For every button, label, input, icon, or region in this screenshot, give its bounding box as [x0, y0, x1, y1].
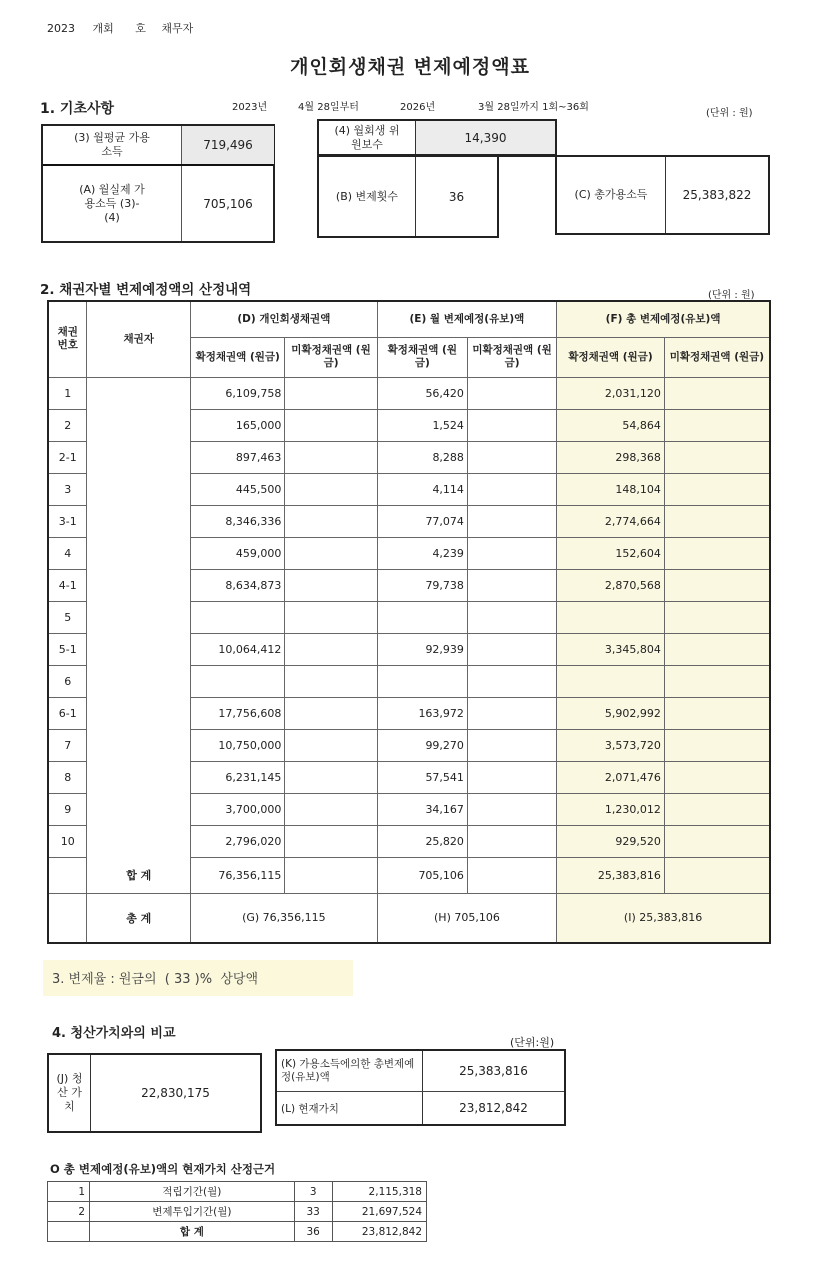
k-label: (K) 가용소득에의한 총변제예정(유보)액	[281, 1058, 415, 1083]
income-box	[41, 124, 275, 243]
f-confirmed	[557, 601, 665, 633]
subtotal-f-unconfirmed	[664, 857, 770, 893]
e-unconfirmed	[467, 377, 556, 409]
e-confirmed: 57,541	[377, 761, 467, 793]
e-unconfirmed	[467, 761, 556, 793]
f-confirmed: 298,368	[557, 441, 665, 473]
subtotal-e: 705,106	[377, 857, 467, 893]
total-income-label: (C) 총가용소득	[574, 188, 648, 201]
f-confirmed: 2,071,476	[557, 761, 665, 793]
e-unconfirmed	[467, 537, 556, 569]
f-unconfirmed	[664, 793, 770, 825]
table-row	[48, 793, 770, 825]
pv-amount: 21,697,524	[332, 1202, 426, 1222]
f-confirmed: 3,573,720	[557, 729, 665, 761]
e-unconfirmed	[467, 793, 556, 825]
creditor-name	[87, 793, 191, 825]
header-debtor-label: 채무자	[161, 22, 194, 35]
creditor-no: 2-1	[48, 441, 87, 473]
creditor-no: 4-1	[48, 569, 87, 601]
table-row	[48, 729, 770, 761]
d-confirmed: 10,750,000	[191, 729, 285, 761]
f-confirmed: 3,345,804	[557, 633, 665, 665]
subtotal-e-unconfirmed	[467, 857, 556, 893]
f-confirmed: 152,604	[557, 537, 665, 569]
avg-income-label: (3) 월평균 가용소득	[74, 131, 150, 158]
f-unconfirmed	[664, 601, 770, 633]
total-income-value: 25,383,822	[682, 188, 752, 202]
liquidation-box	[47, 1053, 262, 1133]
f-unconfirmed	[664, 761, 770, 793]
e-confirmed	[377, 665, 467, 697]
pv-no: 1	[48, 1182, 90, 1202]
pv-total-no	[48, 1222, 90, 1242]
e-confirmed	[377, 601, 467, 633]
pv-months: 33	[294, 1202, 332, 1222]
d-unconfirmed	[285, 697, 377, 729]
period-start-year: 2023년	[232, 102, 268, 113]
section4-unit: (단위:원)	[510, 1036, 555, 1049]
f-confirmed: 148,104	[557, 473, 665, 505]
creditor-no: 2	[48, 409, 87, 441]
subtotal-label: 합 계	[87, 857, 191, 893]
f-confirmed: 54,864	[557, 409, 665, 441]
d-unconfirmed	[285, 793, 377, 825]
pv-amount: 2,115,318	[332, 1182, 426, 1202]
creditor-name	[87, 825, 191, 857]
col-no-header: 채권 번호	[48, 301, 87, 377]
period-end-md: 3월 28일까지 1회~36회	[478, 102, 589, 113]
table-row	[48, 761, 770, 793]
table-row	[48, 505, 770, 537]
d-unconfirmed-header: 미확정채권액 (원금)	[285, 337, 377, 377]
e-confirmed: 163,972	[377, 697, 467, 729]
liquidation-value: 22,830,175	[141, 1086, 210, 1100]
d-unconfirmed	[285, 633, 377, 665]
section1-heading: 1. 기초사항	[40, 101, 115, 117]
creditor-no: 6	[48, 665, 87, 697]
creditor-name	[87, 729, 191, 761]
pv-label: 적립기간(월)	[90, 1182, 295, 1202]
creditor-name	[87, 441, 191, 473]
e-confirmed-header: 확정채권액 (원금)	[377, 337, 467, 377]
creditor-name	[87, 569, 191, 601]
creditor-no: 7	[48, 729, 87, 761]
e-unconfirmed	[467, 665, 556, 697]
creditor-no: 5	[48, 601, 87, 633]
e-confirmed: 1,524	[377, 409, 467, 441]
e-unconfirmed	[467, 473, 556, 505]
f-confirmed: 2,870,568	[557, 569, 665, 601]
avg-income-value: 719,496	[182, 126, 274, 164]
group-f-header: (F) 총 변제예정(유보)액	[557, 301, 770, 337]
grand-label: 총 계	[87, 893, 191, 943]
present-value-table	[47, 1181, 427, 1242]
repayment-rate: 3. 변제율 : 원금의 ( 33 )% 상당액	[52, 972, 259, 987]
liquidation-label: (J) 청산 가치	[56, 1072, 83, 1113]
e-unconfirmed	[467, 729, 556, 761]
table-row	[48, 825, 770, 857]
f-unconfirmed	[664, 729, 770, 761]
grand-g: (G) 76,356,115	[191, 893, 378, 943]
d-unconfirmed	[285, 761, 377, 793]
pv-total-months: 36	[294, 1222, 332, 1242]
d-unconfirmed	[285, 825, 377, 857]
d-unconfirmed	[285, 473, 377, 505]
f-unconfirmed	[664, 377, 770, 409]
table-row	[48, 377, 770, 409]
grand-no-cell	[48, 893, 87, 943]
f-confirmed: 2,774,664	[557, 505, 665, 537]
d-confirmed: 8,634,873	[191, 569, 285, 601]
creditor-name	[87, 473, 191, 505]
creditor-name	[87, 697, 191, 729]
d-confirmed: 165,000	[191, 409, 285, 441]
creditor-name	[87, 537, 191, 569]
e-confirmed: 92,939	[377, 633, 467, 665]
section1-unit: (단위 : 원)	[706, 108, 753, 119]
subtotal-d-unconfirmed	[285, 857, 377, 893]
subtotal-f: 25,383,816	[557, 857, 665, 893]
d-confirmed: 8,346,336	[191, 505, 285, 537]
committee-fee-box	[317, 119, 557, 156]
f-confirmed: 5,902,992	[557, 697, 665, 729]
table-row	[48, 537, 770, 569]
f-unconfirmed-header: 미확정채권액 (원금)	[664, 337, 770, 377]
creditor-no: 10	[48, 825, 87, 857]
e-confirmed: 8,288	[377, 441, 467, 473]
f-unconfirmed	[664, 825, 770, 857]
e-confirmed: 56,420	[377, 377, 467, 409]
creditor-no: 5-1	[48, 633, 87, 665]
creditor-no: 3-1	[48, 505, 87, 537]
table-row	[48, 633, 770, 665]
creditor-no: 8	[48, 761, 87, 793]
creditor-table	[47, 300, 771, 944]
comparison-box	[275, 1049, 566, 1126]
subtotal-d: 76,356,115	[191, 857, 285, 893]
f-unconfirmed	[664, 409, 770, 441]
creditor-no: 4	[48, 537, 87, 569]
d-unconfirmed	[285, 409, 377, 441]
group-d-header: (D) 개인회생채권액	[191, 301, 378, 337]
pv-months: 3	[294, 1182, 332, 1202]
actual-income-value: 705,106	[203, 196, 253, 211]
e-confirmed: 4,114	[377, 473, 467, 505]
f-unconfirmed	[664, 537, 770, 569]
creditor-name	[87, 377, 191, 409]
f-confirmed: 1,230,012	[557, 793, 665, 825]
section2-heading: 2. 채권자별 변제예정액의 산정내역	[40, 282, 252, 298]
subtotal-no-cell	[48, 857, 87, 893]
repay-count-label: (B) 변제횟수	[335, 189, 399, 203]
e-unconfirmed	[467, 697, 556, 729]
creditor-name	[87, 601, 191, 633]
creditor-no: 1	[48, 377, 87, 409]
e-unconfirmed	[467, 505, 556, 537]
committee-fee-value: 14,390	[416, 121, 555, 154]
creditor-name	[87, 409, 191, 441]
k-value: 25,383,816	[459, 1064, 528, 1078]
pv-row	[48, 1182, 427, 1202]
d-confirmed: 6,231,145	[191, 761, 285, 793]
d-confirmed	[191, 665, 285, 697]
table-row	[48, 697, 770, 729]
l-value: 23,812,842	[459, 1101, 528, 1115]
e-confirmed: 79,738	[377, 569, 467, 601]
actual-income-label: (A) 월실제 가용소득 (3)-(4)	[79, 182, 145, 224]
e-unconfirmed-header: 미확정채권액 (원금)	[467, 337, 556, 377]
d-unconfirmed	[285, 665, 377, 697]
creditor-name	[87, 665, 191, 697]
header-case-no-label: 호	[135, 22, 146, 35]
grand-h: (H) 705,106	[377, 893, 556, 943]
f-unconfirmed	[664, 505, 770, 537]
e-unconfirmed	[467, 409, 556, 441]
d-confirmed: 2,796,020	[191, 825, 285, 857]
d-confirmed: 17,756,608	[191, 697, 285, 729]
e-confirmed: 77,074	[377, 505, 467, 537]
d-confirmed	[191, 601, 285, 633]
f-confirmed	[557, 665, 665, 697]
f-unconfirmed	[664, 473, 770, 505]
f-unconfirmed	[664, 665, 770, 697]
f-unconfirmed	[664, 633, 770, 665]
section5-heading: O 총 변제예정(유보)액의 현재가치 산정근거	[50, 1162, 276, 1176]
page-title: 개인회생채권 변제예정액표	[290, 56, 530, 78]
table-row	[48, 473, 770, 505]
d-confirmed: 459,000	[191, 537, 285, 569]
grand-i: (I) 25,383,816	[557, 893, 770, 943]
creditor-name	[87, 761, 191, 793]
period-start-md: 4월 28일부터	[298, 102, 359, 113]
pv-total-label: 합 계	[90, 1222, 295, 1242]
section4-heading: 4. 청산가치와의 비교	[52, 1026, 176, 1041]
e-confirmed: 4,239	[377, 537, 467, 569]
d-unconfirmed	[285, 505, 377, 537]
e-unconfirmed	[467, 633, 556, 665]
d-unconfirmed	[285, 729, 377, 761]
e-unconfirmed	[467, 569, 556, 601]
creditor-no: 9	[48, 793, 87, 825]
d-confirmed-header: 확정채권액 (원금)	[191, 337, 285, 377]
d-unconfirmed	[285, 569, 377, 601]
d-confirmed: 10,064,412	[191, 633, 285, 665]
table-row	[48, 441, 770, 473]
f-unconfirmed	[664, 697, 770, 729]
pv-total-amount: 23,812,842	[332, 1222, 426, 1242]
creditor-no: 6-1	[48, 697, 87, 729]
table-row	[48, 665, 770, 697]
d-confirmed: 3,700,000	[191, 793, 285, 825]
e-unconfirmed	[467, 601, 556, 633]
f-confirmed: 2,031,120	[557, 377, 665, 409]
header-line	[47, 20, 193, 36]
e-confirmed: 99,270	[377, 729, 467, 761]
creditor-name	[87, 505, 191, 537]
committee-fee-label: (4) 월회생 위원보수	[334, 123, 400, 151]
repay-count-value: 36	[448, 189, 465, 204]
f-unconfirmed	[664, 569, 770, 601]
d-unconfirmed	[285, 537, 377, 569]
table-row	[48, 409, 770, 441]
pv-no: 2	[48, 1202, 90, 1222]
f-unconfirmed	[664, 441, 770, 473]
creditor-no: 3	[48, 473, 87, 505]
group-e-header: (E) 월 변제예정(유보)액	[377, 301, 556, 337]
d-unconfirmed	[285, 601, 377, 633]
f-confirmed: 929,520	[557, 825, 665, 857]
repay-count-box	[317, 155, 499, 238]
table-row	[48, 569, 770, 601]
section2-unit: (단위 : 원)	[708, 290, 755, 301]
l-label: (L) 현재가치	[281, 1102, 339, 1115]
header-case-label: 개회	[92, 22, 114, 35]
d-confirmed: 6,109,758	[191, 377, 285, 409]
total-income-box	[555, 155, 770, 235]
period-end-year: 2026년	[400, 102, 436, 113]
e-unconfirmed	[467, 825, 556, 857]
f-confirmed-header: 확정채권액 (원금)	[557, 337, 665, 377]
d-unconfirmed	[285, 441, 377, 473]
creditor-name	[87, 633, 191, 665]
d-unconfirmed	[285, 377, 377, 409]
e-confirmed: 25,820	[377, 825, 467, 857]
header-year: 2023	[47, 22, 75, 35]
d-confirmed: 445,500	[191, 473, 285, 505]
pv-label: 변제투입기간(월)	[90, 1202, 295, 1222]
pv-row	[48, 1202, 427, 1222]
e-confirmed: 34,167	[377, 793, 467, 825]
table-row	[48, 601, 770, 633]
col-creditor-header: 채권자	[87, 301, 191, 377]
e-unconfirmed	[467, 441, 556, 473]
d-confirmed: 897,463	[191, 441, 285, 473]
